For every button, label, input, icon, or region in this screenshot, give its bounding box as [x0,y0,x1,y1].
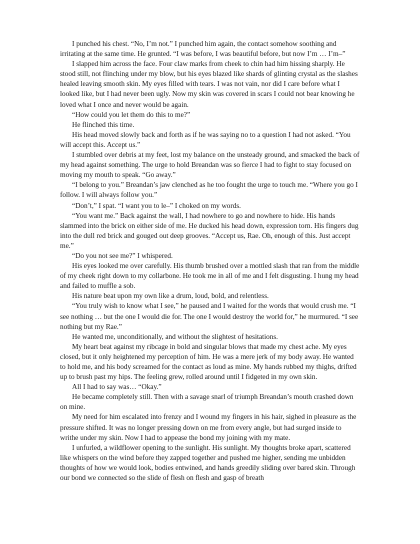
paragraph: All I had to say was… “Okay.” [72,383,162,392]
body-text [60,39,360,483]
paragraph: He became completely still. Then with a savage snarl of triumph Breandan’s mouth crashed down on mine. [60,393,354,412]
paragraph: I punched his chest. “No, I’m not.” I punched him again, the contact somehow soothing and irritating at the same time. He grunted. “I was before, I was beautiful before, but now I’m … I’m–” [60,40,346,59]
paragraph: My need for him escalated into frenzy and I wound my fingers in his hair, sighed in pleasure as the pressure shifted. It was no longer pressing down on me from every angle, but had surged inside to writhe under my skin. Now I had to appease the bond my joining with my mate. [60,413,357,442]
paragraph: “Do you not see me?” I whispered. [72,251,173,260]
paragraph: “You truly wish to know what I see,” he paused and I waited for the words that would crush me. “I see nothing … but the one I would die for. The one I would destroy the world for,” he murmured. “I see nothing but my Rae.” [60,302,359,331]
paragraph: “Don’t,” I spat. “I want you to le–” I choked on my words. [72,201,241,210]
paragraph: My heart beat against my ribcage in bold and singular blows that made my chest ache. My eyes closed, but it only heightened my perception of him. He was a mere jerk of my body away. He wanted to hold me, and his body screamed for the contact as loud as mine. My hands rubbed my thighs, drifted up to brush past my hips. The feeling grew, rolled around until I fidgeted in my own skin. [60,342,357,382]
paragraph: I stumbled over debris at my feet, lost my balance on the unsteady ground, and smacked the back of my head against something. The urge to hold Breandan was so fierce I had to fight to stay focused on moving my mouth to speak. “Go away.” [60,151,360,180]
paragraph: I slapped him across the face. Four claw marks from cheek to chin had him hissing sharply. He stood still, not flinching under my blow, but his eyes blazed like shards of glinting crystal as the slashes healed leaving smooth skin. My eyes filled with tears. I was not vain, nor did I care before what I looked like, but I had never been ugly. Now my skin was covered in scars I could not bear knowing he loved what I once and never would be again. [60,60,358,109]
paragraph: “How could you let them do this to me?” [72,110,191,119]
paragraph: “I belong to you.” Breandan’s jaw clenched as he too fought the urge to touch me. “Where you go I follow. I will always follow you.” [60,181,358,200]
paragraph: He flinched this time. [72,120,135,129]
paragraph: His head moved slowly back and forth as if he was saying no to a question I had not asked. “You will accept this. Accept us.” [60,130,351,149]
paragraph: “You want me.” Back against the wall, I had nowhere to go and nowhere to hide. His hands slammed into the brick on either side of me. He ducked his head down, expression torn. His fingers dug into the dull red brick and gouged out deep grooves. “Accept us, Rae. Oh, enough of this. Just accept me.” [60,211,359,250]
paragraph: I unfurled, a wildflower opening to the sunlight. His sunlight. My thoughts broke apart, scattered like whispers on the wind before they zapped together and pushed me higher, sending me unbidden thoughts of how we would look, bodies entwined, and hands greedily sliding over bared skin. Through our bond we connected so the slide of flesh on flesh and gasp of breath [60,443,356,483]
paragraph: His eyes looked me over carefully. His thumb brushed over a mottled slash that ran from the middle of my cheek right down to my collarbone. He took me in all of me and I felt disgusting. I hung my head and failed to muffle a sob. [60,262,360,291]
paragraph: His nature beat upon my own like a drum, loud, bold, and relentless. [72,292,269,301]
paragraph: He wanted me, unconditionally, and without the slightest of hesitations. [72,332,278,341]
